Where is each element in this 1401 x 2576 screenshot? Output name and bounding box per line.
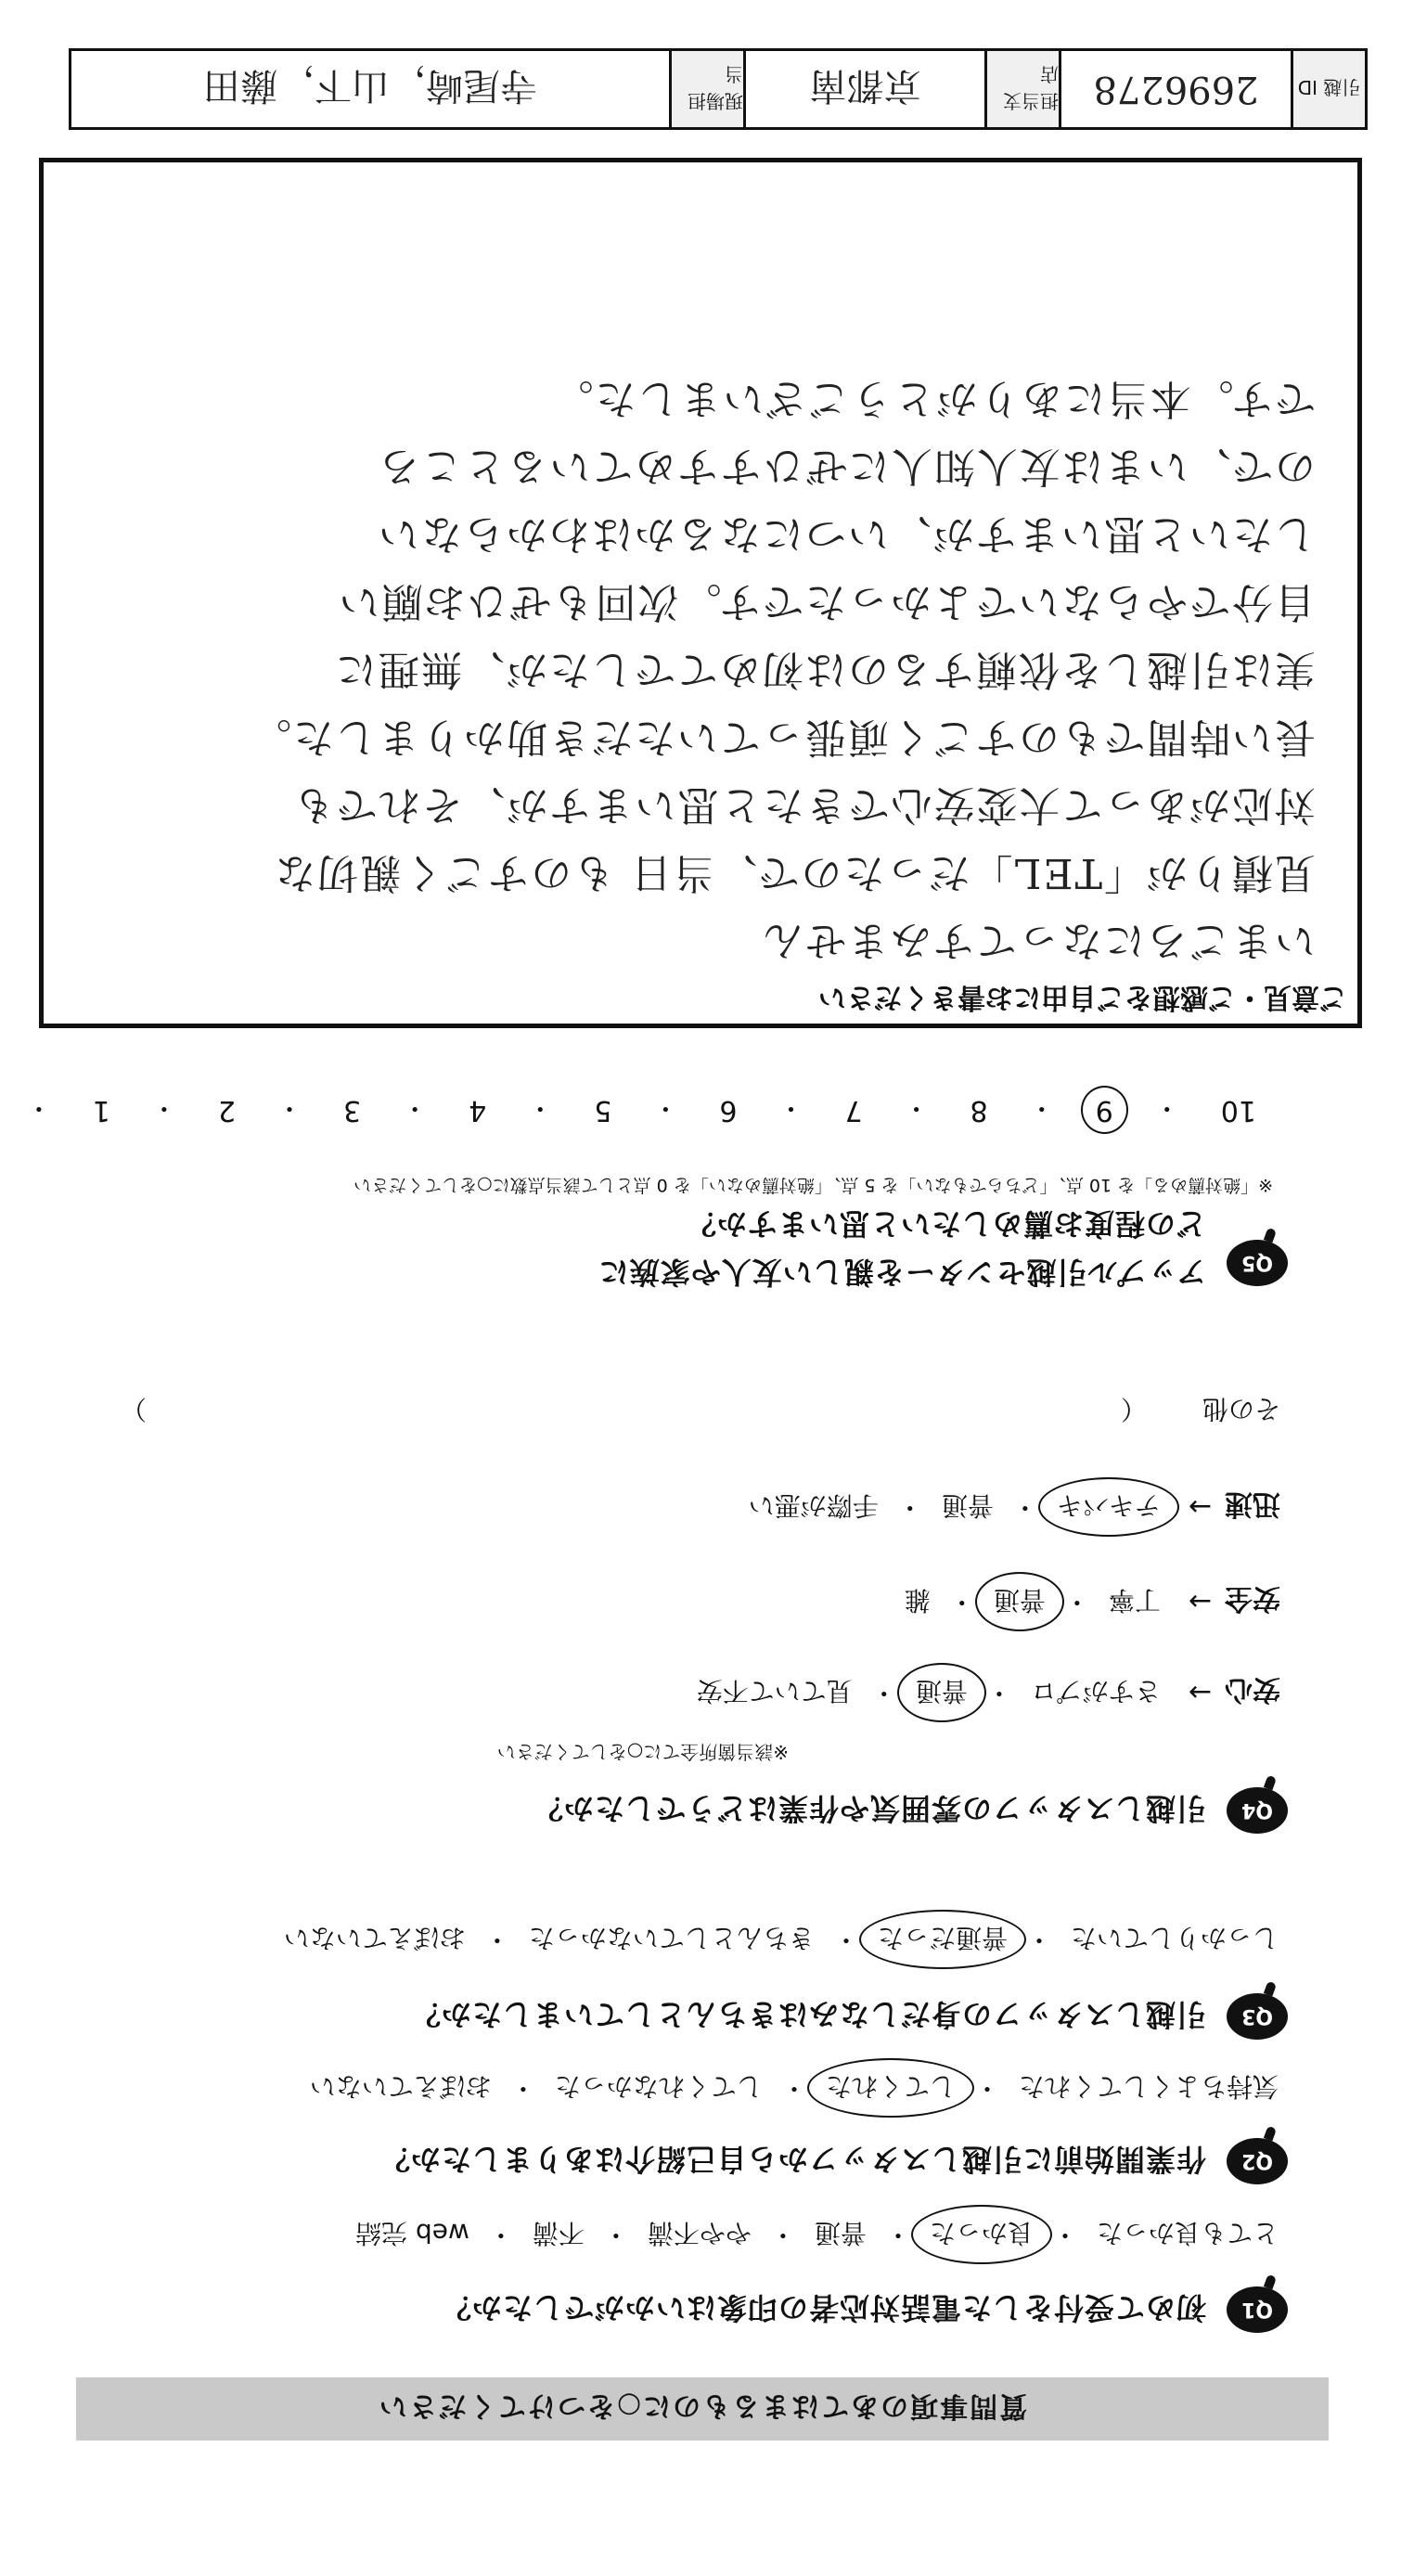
q4-category-reassurance: 安心 [1225, 1673, 1280, 1706]
arrow-icon: → [1188, 1585, 1212, 1618]
q4-other-label: その他 [1202, 1394, 1280, 1424]
q3-option-normal[interactable]: 普通だった [872, 1919, 1013, 1960]
question-2-text: 作業開始前に引越しスタッフから自己紹介はありましたか？ [379, 2142, 1206, 2177]
q5-score-8[interactable]: 8 [970, 1094, 988, 1127]
q4-other-row [121, 1392, 1280, 1429]
comment-line: いまごろになってすみません [761, 917, 1316, 964]
arrow-icon: → [1188, 1490, 1212, 1524]
q4-speed-clumsy[interactable]: 手際が悪い [748, 1490, 879, 1521]
q5-score-2[interactable]: 2 [217, 1094, 237, 1127]
comment-handwriting [249, 365, 1316, 974]
q5-score-10[interactable]: 10 [1220, 1094, 1256, 1127]
q2-option-pleasant[interactable]: 気持ちよくしてくれた [1018, 2071, 1279, 2102]
q5-score-5[interactable]: 5 [594, 1094, 612, 1127]
comment-heading: ご意見・ご感想をご自由にお書きください [818, 981, 1347, 1013]
comment-line: 見積りが「TEL」だったので、当日 ものすごく親切な [273, 849, 1316, 896]
move-id-label: 引越 ID [1291, 51, 1365, 127]
q4-category-speed: 迅速 [1225, 1488, 1280, 1520]
comment-line: したいと思いますが、いつになるかはわからない [377, 510, 1316, 558]
question-3-text: 引越しスタッフの身だしなみはきちんとしていましたか？ [409, 1997, 1206, 2032]
question-1 [441, 2286, 1288, 2333]
arrow-icon: → [1188, 1676, 1212, 1709]
q5-scale: 10 ・ 9 ・ 8 ・ 7 ・ 6 ・ 5 ・ 4 ・ 3 ・ 2 ・ 1 ・ [0, 1091, 1262, 1128]
crew-label: 現場担当 [669, 51, 743, 127]
q3-option-neat[interactable]: しっかりしていた [1070, 1923, 1279, 1953]
question-3-options: しっかりしていた ・ 普通だった ・ きちんとしていなかった ・ おぼえていない [278, 1919, 1284, 1960]
question-5-text-line2: どの程度お薦めしたいと思いますか？ [685, 1206, 1206, 1242]
comment-line: 自分でやらないでよかったです。次回もぜひお願い [337, 578, 1316, 625]
q1-option-good[interactable]: 良かった [924, 2214, 1039, 2255]
question-4-note: ※該当箇所全てに○をしてください [496, 1741, 789, 1763]
question-badge-q1: Q1 [1227, 2286, 1288, 2333]
move-id-value[interactable]: 2696278 [1059, 51, 1291, 127]
question-4-text: 引越しスタッフの雰囲気や作業はどうでしたか？ [532, 1791, 1206, 1826]
q2-option-did[interactable]: してくれた [820, 2067, 961, 2108]
question-badge-q5: Q5 [1227, 1240, 1288, 1286]
q5-score-4[interactable]: 4 [469, 1094, 487, 1127]
question-5 [598, 1204, 1288, 1295]
q4-row-reassurance: 安心 → さすがプロ ・ 普通 ・ 見ていて不安 [691, 1672, 1280, 1713]
q3-option-dont-remember[interactable]: おぼえていない [283, 1923, 466, 1953]
q5-score-1[interactable]: 1 [92, 1094, 110, 1127]
crew-value[interactable]: 寺尾崎，山下，藤田 [203, 64, 537, 108]
q1-option-dissatisfied[interactable]: 不満 [532, 2218, 585, 2248]
comment-line: 長い時間でものすごく頑張っていただき助かりました。 [249, 714, 1316, 761]
q4-other-close-paren: ） [121, 1394, 148, 1424]
question-badge-q4: Q4 [1227, 1787, 1288, 1834]
question-1-options: とても良かった ・ 良かった ・ 普通 ・ やや不満 ・ 不満 ・ web 完結 [350, 2214, 1284, 2255]
q4-other-open-paren: （ [1120, 1394, 1147, 1424]
instructions-text: 質問事項のあてはまるものに○をつけてください [377, 2389, 1028, 2422]
branch-value[interactable]: 京都南 [743, 51, 984, 127]
question-1-text: 初めて受付をした電話対応者の印象はいかがでしたか？ [440, 2290, 1206, 2325]
q4-safety-normal[interactable]: 普通 [988, 1581, 1051, 1622]
comment-line: 実は引越しを依頼するのは初めてでしたが、無理に [334, 646, 1316, 693]
question-2 [379, 2138, 1288, 2184]
question-badge-q3: Q3 [1227, 1993, 1288, 2040]
q1-option-normal[interactable]: 普通 [814, 2218, 867, 2248]
q5-score-6[interactable]: 6 [719, 1094, 738, 1127]
q5-score-3[interactable]: 3 [343, 1094, 362, 1127]
q1-option-very-good[interactable]: とても良かった [1096, 2218, 1279, 2248]
q2-option-dont-remember[interactable]: おぼえていない [309, 2071, 492, 2102]
q4-category-safety: 安全 [1225, 1582, 1280, 1615]
question-5-note: ※「絶対薦める」を 10 点、「どちらでもない」を 5 点、「絶対薦めない」を 0 点として該当点数に○をしてください [353, 1175, 1273, 1195]
comment-line: です。本当にありがとうございました。 [550, 375, 1316, 422]
q4-reassurance-worried[interactable]: 見ていて不安 [696, 1676, 853, 1707]
q4-speed-brisk[interactable]: テキパキ [1051, 1487, 1166, 1527]
comment-line: 対応があって大変安心できたと思いますが、それでも [291, 781, 1316, 829]
instructions-bar [76, 2377, 1329, 2441]
q1-option-web-complete[interactable]: web 完結 [355, 2218, 469, 2248]
question-5-text-line1: アップル引越センターを親しい友人や家族に [598, 1255, 1206, 1290]
q4-safety-rough[interactable]: 雑 [904, 1585, 931, 1616]
q4-reassurance-pro[interactable]: さすがプロ [1030, 1676, 1161, 1707]
q4-safety-careful[interactable]: 丁寧 [1108, 1585, 1161, 1616]
footer-table [69, 48, 1368, 130]
question-3 [410, 1993, 1288, 2040]
question-2-options: 気持ちよくしてくれた ・ してくれた ・ してくれなかった ・ おぼえていない [304, 2067, 1284, 2108]
q1-option-somewhat-dissatisfied[interactable]: やや不満 [647, 2218, 752, 2248]
q5-score-9[interactable]: 9 [1090, 1091, 1119, 1128]
comment-line: ので、いまは友人知人にぜひすすめているところ [377, 443, 1316, 490]
q4-speed-normal[interactable]: 普通 [941, 1490, 994, 1521]
q4-row-speed: 迅速 → テキパキ ・ 普通 ・ 手際が悪い [743, 1487, 1280, 1527]
q4-row-safety: 安全 → 丁寧 ・ 普通 ・ 雑 [899, 1581, 1280, 1622]
q3-option-not-neat[interactable]: きちんとしていなかった [528, 1923, 815, 1953]
question-4 [533, 1787, 1288, 1834]
q5-score-7[interactable]: 7 [844, 1094, 863, 1127]
q4-reassurance-normal[interactable]: 普通 [910, 1672, 973, 1713]
question-badge-q2: Q2 [1227, 2138, 1288, 2184]
branch-label: 担当支店 [984, 51, 1059, 127]
q2-option-did-not[interactable]: してくれなかった [554, 2071, 763, 2102]
